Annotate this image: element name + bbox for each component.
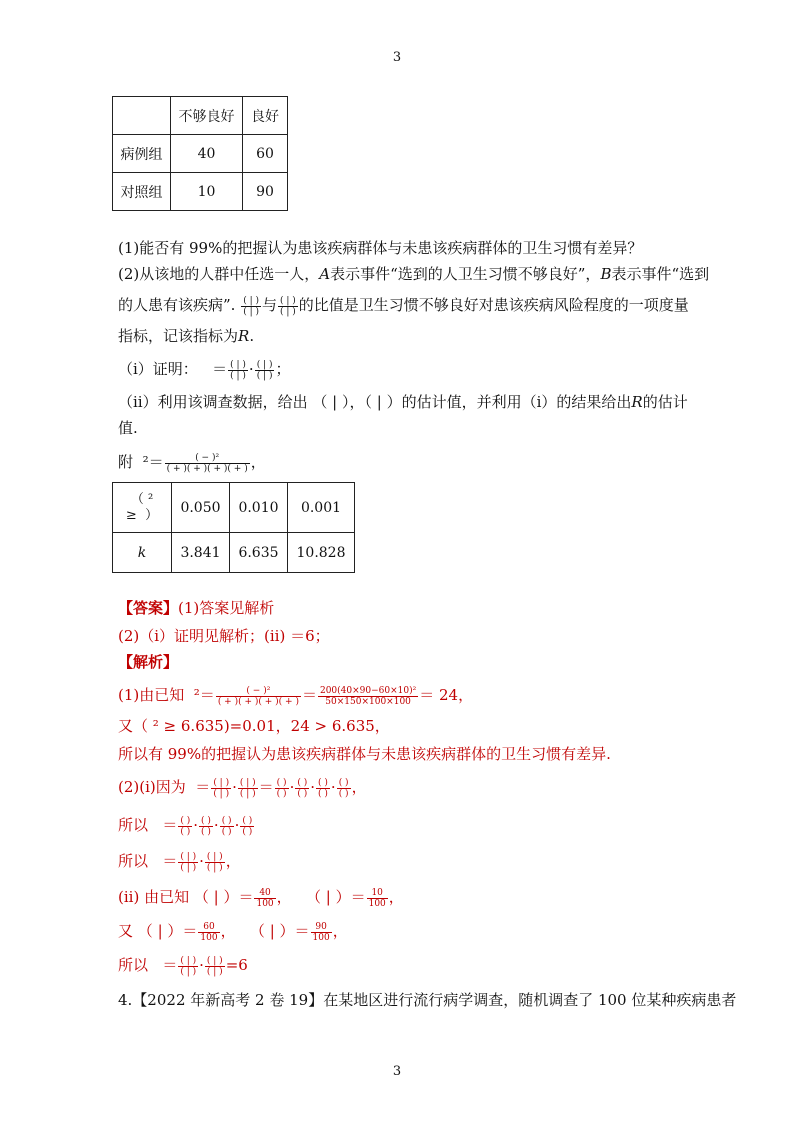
q2-text: 的人患有该疾病”.: [118, 296, 236, 314]
question-2-line-1: [118, 264, 709, 284]
chi-square-fraction: $\frac{\text{( − )²}}{( + )( + )( + )( + )}$: [166, 452, 248, 474]
q2-text: 表示事件“选到: [611, 265, 710, 283]
table-cell: 40: [171, 135, 243, 173]
table-cell: 10.828: [288, 533, 355, 573]
table-row: [113, 173, 288, 211]
fraction: $\frac{( | )}{( | )}$: [280, 295, 296, 317]
hygiene-table: [112, 96, 288, 211]
r-symbol: R: [238, 327, 250, 345]
table-header-cell: （ ² ≥ ）: [113, 483, 172, 533]
solution-4: (2)(i)因为 ＝ $\frac{( | )}{( | )}$ · $\frac{( | )}{( | )}$ ＝ $\frac{( )}{( )}$ · $\frac{( )}{( )}$ · $\frac{( )}{( )}$ · $\frac{( )}{( )}$ ，: [118, 777, 367, 799]
question-2-line-3: 指标，记该指标为R.: [118, 327, 255, 345]
question-ii-line-1: （ⅱ）利用该调查数据，给出 （ | ），（ | ）的估计值，并利用（ⅰ）的结果给出R的估计: [118, 393, 688, 411]
page-number-bottom: 3: [392, 1064, 402, 1079]
q2-text: 与: [262, 296, 278, 314]
table-cell: 0.001: [288, 483, 355, 533]
table-row: [113, 135, 288, 173]
table-cell: 6.635: [230, 533, 288, 573]
question-ii-line-2: 值.: [118, 419, 138, 437]
table-cell: 3.841: [172, 533, 230, 573]
question-2-line-2: [118, 292, 689, 318]
answer-label: 【答案】: [118, 599, 179, 617]
solution-8: 又 （ | ）＝ $\frac{60}{100}$ ， （ | ）＝ $\frac{90}{100}$ ，: [118, 921, 348, 943]
q2-text: 的比值是卫生习惯不够良好对患该疾病风险程度的一项度量: [298, 296, 689, 314]
question-4-intro: 4.【2022 年新高考 2 卷 19】在某地区进行流行病学调查，随机调查了 100 位某种疾病患者: [118, 991, 737, 1009]
solution-5: 所以 ＝ $\frac{( )}{( )}$ · $\frac{( )}{( )}$ · $\frac{( )}{( )}$ · $\frac{( )}{( )}$: [118, 815, 253, 837]
solution-2: 又（ ² ≥ 6.635)=0.01，24 > 6.635，: [118, 717, 390, 735]
event-a-symbol: A: [319, 265, 331, 283]
answer-2: (2)（ⅰ）证明见解析；(ⅱ) ＝6；: [118, 627, 330, 645]
table-cell: 90: [243, 173, 288, 211]
event-b-symbol: B: [600, 265, 612, 283]
solution-9: 所以 ＝ $\frac{( | )}{( | )}$ · $\frac{( | )}{( | )}$ =6: [118, 955, 248, 977]
table-cell: 10: [171, 173, 243, 211]
fraction: $\frac{( | )}{( | )}$: [243, 295, 259, 317]
solution-6: 所以 ＝ $\frac{( | )}{( | )}$ · $\frac{( | )}{( | )}$ ，: [118, 851, 241, 873]
table-cell: 病例组: [113, 135, 171, 173]
table-cell: 对照组: [113, 173, 171, 211]
question-1: (1)能否有 99%的把握认为患该疾病群体与未患该疾病群体的卫生习惯有差异？: [118, 239, 643, 257]
question-i: （ⅰ）证明： ＝ $\frac{( | )}{( | )}$ · $\frac{( | )}{( | )}$ ；: [118, 359, 291, 381]
table-cell: 0.050: [172, 483, 230, 533]
analysis-label: 【解析】: [118, 653, 179, 671]
appendix-formula: 附 ²＝ $\frac{\text{( − )²}}{( + )( + )( + )( + )}$ ，: [118, 452, 266, 474]
table-header-cell: 不够良好: [171, 97, 243, 135]
table-row: [113, 533, 355, 573]
solution-1: (1)由已知 ²＝ $\frac{\text{( − )²}}{( + )( + )( + )( + )}$ ＝ $\frac{\text{200(40×90−60×10)²}}{50\times 150\times 100\times 100}$ ＝ 24，: [118, 685, 474, 707]
solution-3: 所以有 99%的把握认为患该疾病群体与未患该疾病群体的卫生习惯有差异.: [118, 745, 611, 763]
table-header-cell: 良好: [243, 97, 288, 135]
q2-text: (2)从该地的人群中任选一人，: [118, 265, 320, 283]
table-header-cell: [113, 97, 171, 135]
page-number-top: 3: [392, 50, 402, 65]
table-cell: 0.010: [230, 483, 288, 533]
table-cell: 60: [243, 135, 288, 173]
q2-text: 表示事件“选到的人卫生习惯不够良好”，: [330, 265, 601, 283]
solution-7: (ii) 由已知 （ | ）＝ $\frac{40}{100}$ ， （ | ）＝ $\frac{10}{100}$ ，: [118, 887, 404, 909]
critical-value-table: [112, 482, 355, 573]
table-cell: k: [113, 533, 172, 573]
answer-line: 【答案】(1)答案见解析: [118, 599, 275, 617]
